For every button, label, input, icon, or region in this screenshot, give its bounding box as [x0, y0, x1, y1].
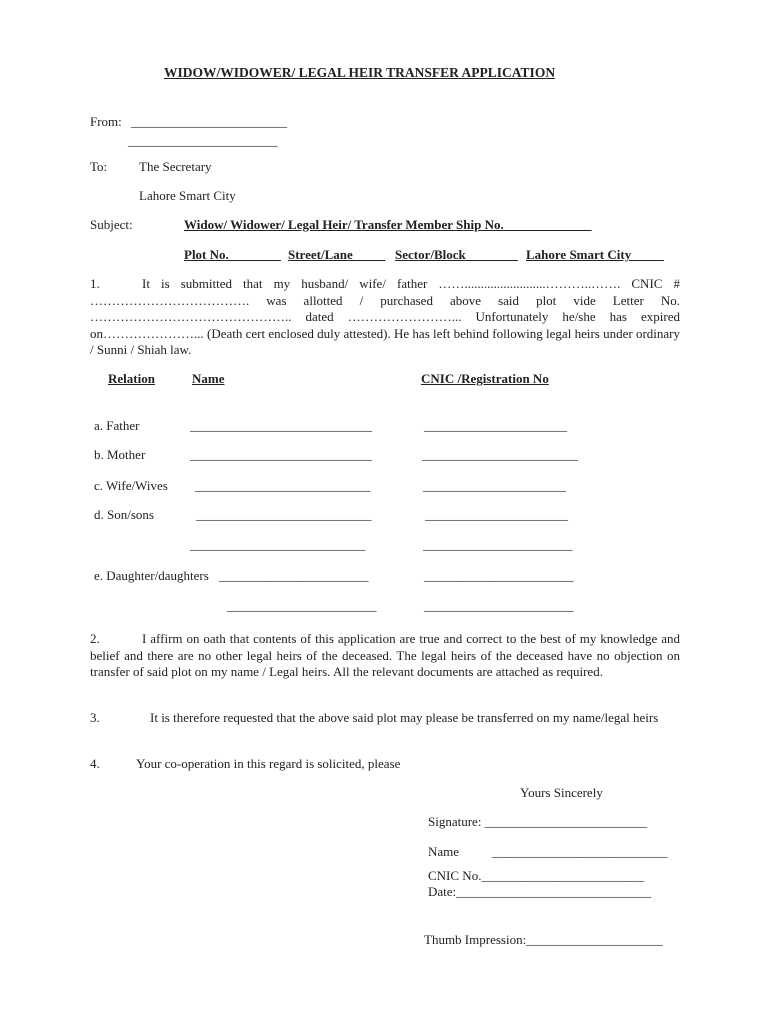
name-line: ___________________________: [492, 844, 668, 859]
header-cnic: CNIC /Registration No: [421, 371, 549, 386]
subject-street-lane: Street/Lane_____: [288, 247, 386, 262]
subject-label: Subject:: [90, 217, 133, 232]
from-line-1: ________________________: [131, 114, 287, 129]
date-field: Date:______________________________: [428, 884, 652, 899]
paragraph-4-text: Your co-operation in this regard is solicited, please: [136, 756, 401, 771]
subject-sector-block: Sector/Block________: [395, 247, 518, 262]
thumb-impression-field: Thumb Impression:_____________________: [424, 932, 663, 947]
row-son-name: ___________________________: [196, 507, 372, 522]
subject-line-1: Widow/ Widower/ Legal Heir/ Transfer Member Ship No. _____________: [184, 217, 592, 232]
paragraph-1: [90, 276, 680, 359]
from-label: From:: [90, 114, 122, 129]
row-son-cnic: ______________________: [425, 507, 568, 522]
row-mother-name: ____________________________: [190, 447, 372, 462]
row-mother-relation: b. Mother: [94, 447, 146, 462]
name-label: Name: [428, 844, 460, 859]
paragraph-1-number: 1.: [90, 276, 100, 291]
page-title: WIDOW/WIDOWER/ LEGAL HEIR TRANSFER APPLICATION: [164, 65, 556, 80]
to-label: To:: [90, 159, 108, 174]
header-name: Name: [192, 371, 225, 386]
paragraph-3: [90, 710, 680, 727]
row-father-relation: a. Father: [94, 418, 140, 433]
row-mother-cnic: ________________________: [422, 447, 578, 462]
paragraph-4-number: 4.: [90, 756, 100, 771]
row-father-name: ____________________________: [190, 418, 372, 433]
row-son-relation: d. Son/sons: [94, 507, 154, 522]
to-line-1: The Secretary: [139, 159, 212, 174]
header-relation: Relation: [108, 371, 155, 386]
yours-sincerely: Yours Sincerely: [520, 785, 603, 800]
row-daughter-name: _______________________: [219, 568, 369, 583]
paragraph-1-text: It is submitted that my husband/ wife/ father …….........................………..……. CNIC # ………………………………. was allotted / purchased above said plot vide Letter No. ……………………………………….. dated ……………………... Unfortunately he/she has expired on…………………... (Death cert enclosed duly attested). He has left behind following legal heirs under ordinary / Sunni / Shiah law.: [90, 276, 680, 357]
paragraph-3-number: 3.: [90, 710, 100, 725]
row-wife-cnic: ______________________: [423, 478, 566, 493]
row-daughter-relation: e. Daughter/daughters: [94, 568, 209, 583]
paragraph-3-text: It is therefore requested that the above said plot may please be transferred on my name/legal heirs: [150, 710, 659, 725]
row-daughter-2-cnic: _______________________: [424, 598, 574, 613]
cnic-field: CNIC No._________________________: [428, 868, 644, 883]
from-line-2: _______________________: [128, 133, 278, 148]
row-daughter-cnic: _______________________: [424, 568, 574, 583]
row-daughter-2-name: _______________________: [227, 598, 377, 613]
paragraph-2-text: I affirm on oath that contents of this application are true and correct to the best of my knowledge and belief and there are no other legal heirs of the deceased. The legal heirs of the deceased have no objection on transfer of said plot on my name / Legal heirs. All the relevant documents are attached as required.: [90, 631, 680, 679]
signature-field: Signature: _________________________: [428, 814, 648, 829]
paragraph-2: [90, 631, 680, 681]
paragraph-2-number: 2.: [90, 631, 100, 646]
row-son-2-name: ___________________________: [190, 537, 366, 552]
row-wife-name: ___________________________: [195, 478, 371, 493]
row-wife-relation: c. Wife/Wives: [94, 478, 168, 493]
to-line-2: Lahore Smart City: [139, 188, 236, 203]
subject-plot-no: Plot No.________: [184, 247, 281, 262]
subject-city: Lahore Smart City_____: [526, 247, 664, 262]
row-son-2-cnic: _______________________: [423, 537, 573, 552]
row-father-cnic: ______________________: [424, 418, 567, 433]
